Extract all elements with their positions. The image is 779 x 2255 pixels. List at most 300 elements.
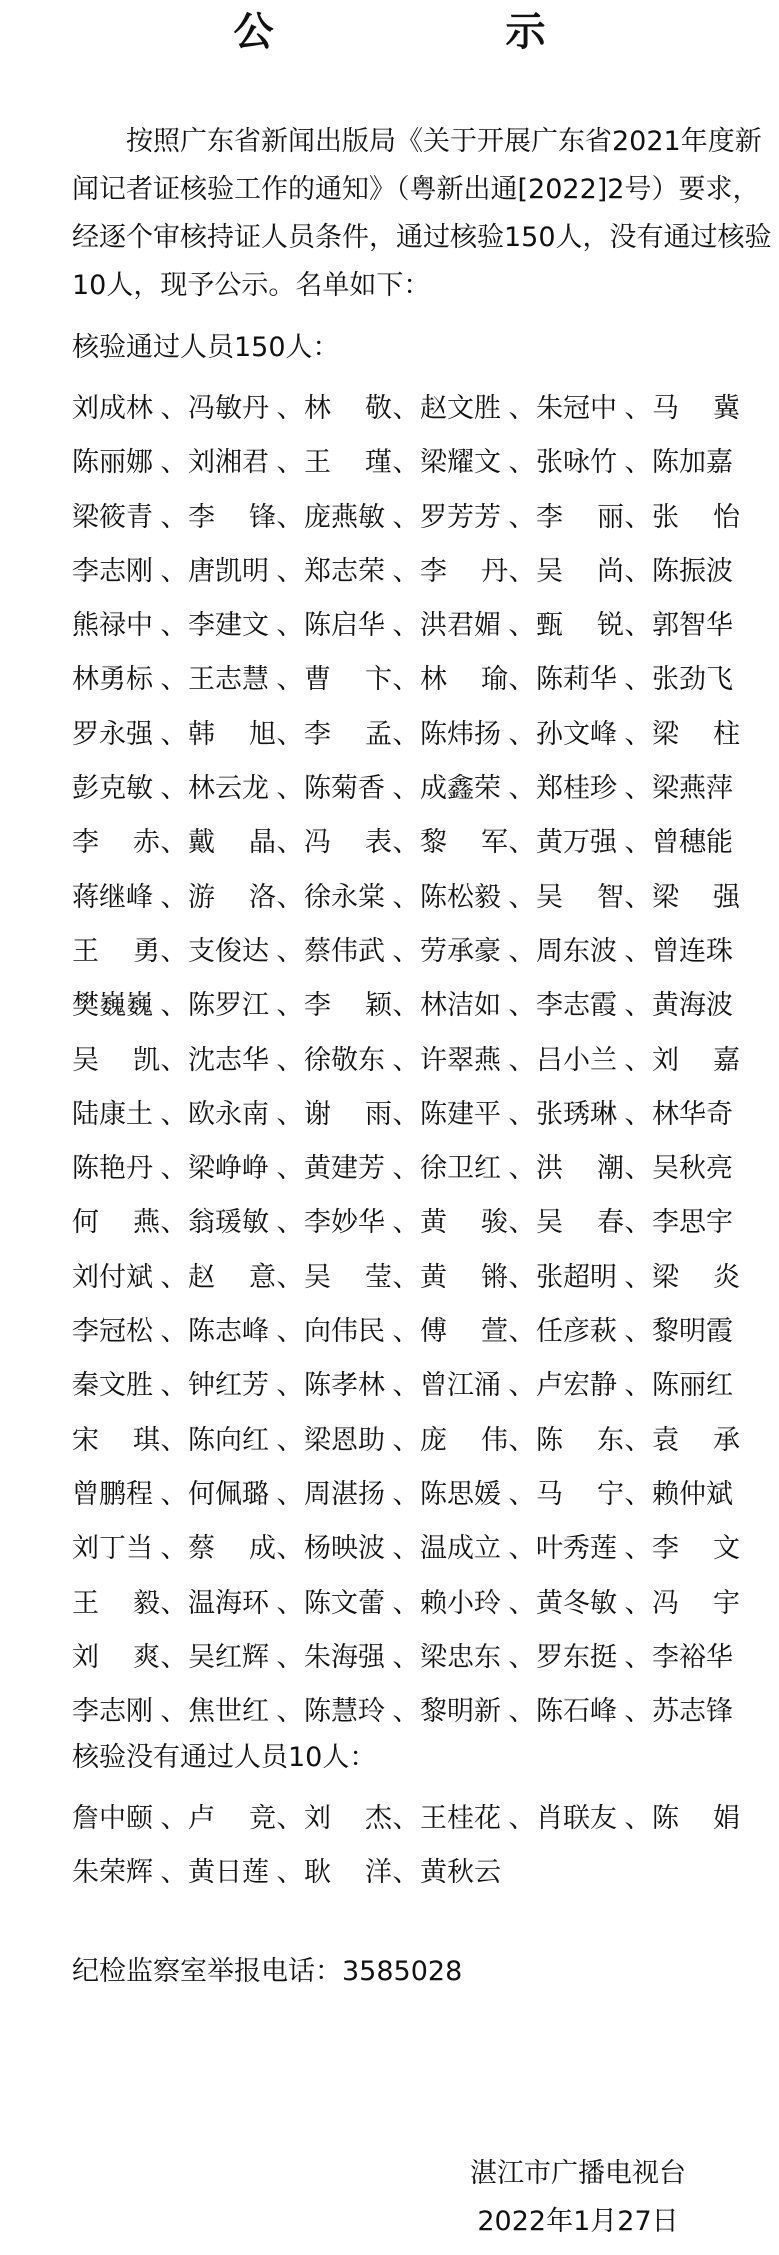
name-separator: 、	[392, 935, 420, 967]
person-name-text: 支俊达	[188, 935, 269, 967]
person-name	[72, 816, 188, 870]
name-separator: 、	[508, 1478, 536, 1510]
name-separator: 、	[624, 610, 652, 642]
person-name-text: 戴 晶	[188, 827, 276, 859]
person-name	[304, 545, 420, 599]
person-name-text: 郑桂珍	[536, 773, 617, 805]
person-name	[420, 491, 536, 545]
person-name	[536, 1468, 652, 1522]
person-name	[72, 653, 188, 707]
name-separator: 、	[276, 610, 304, 642]
name-row	[72, 925, 752, 979]
person-name-text: 蒋继峰	[72, 881, 153, 913]
person-name-text: 耿 洋	[304, 1857, 392, 1888]
person-name	[304, 1251, 420, 1305]
person-name	[304, 1792, 420, 1846]
name-separator: 、	[160, 393, 188, 424]
name-separator: 、	[276, 1641, 304, 1673]
person-name-text: 李 颖	[304, 990, 392, 1022]
person-name	[72, 1577, 188, 1631]
name-separator: 、	[508, 1044, 536, 1076]
person-name-text: 傅 萱	[420, 1316, 508, 1348]
name-separator: 、	[160, 718, 188, 750]
name-separator: 、	[508, 664, 536, 696]
name-separator: 、	[276, 1044, 304, 1076]
person-name-text: 陈加嘉	[652, 447, 733, 479]
person-name	[536, 1034, 652, 1088]
name-separator: 、	[508, 393, 536, 424]
name-separator: 、	[392, 1641, 420, 1673]
name-separator: 、	[392, 393, 420, 424]
name-separator: 、	[624, 393, 652, 424]
name-separator: 、	[160, 1803, 188, 1834]
person-name	[304, 599, 420, 653]
person-name	[420, 1685, 536, 1739]
person-name-text: 黎 军	[420, 827, 508, 859]
name-separator: 、	[276, 1478, 304, 1510]
intro-line: 10人，现予公示。名单如下：	[72, 270, 431, 301]
name-separator: 、	[624, 1207, 652, 1239]
person-name	[420, 1034, 536, 1088]
person-name-text: 陈文蕾	[304, 1587, 385, 1619]
name-separator: 、	[508, 1641, 536, 1673]
person-name	[536, 1305, 652, 1359]
person-name	[188, 1846, 304, 1900]
person-name-text: 林云龙	[188, 773, 269, 805]
person-name	[304, 871, 420, 925]
name-separator: 、	[276, 393, 304, 424]
person-name-text: 梁恩助	[304, 1424, 385, 1456]
person-name	[188, 871, 304, 925]
person-name-text: 孙文峰	[536, 718, 617, 750]
person-name-text: 洪 潮	[536, 1153, 624, 1185]
name-separator: 、	[624, 881, 652, 913]
name-separator: 、	[276, 718, 304, 750]
name-separator: 、	[276, 827, 304, 859]
name-separator: 、	[392, 664, 420, 696]
person-name	[188, 491, 304, 545]
person-name-text: 朱荣辉	[72, 1857, 153, 1888]
person-name-text: 欧永南	[188, 1098, 269, 1130]
person-name	[304, 1359, 420, 1413]
person-name	[72, 1305, 188, 1359]
person-name-text: 徐永棠	[304, 881, 385, 913]
person-name-text: 罗芳芳	[420, 501, 501, 533]
person-name	[72, 1468, 188, 1522]
name-separator: 、	[508, 1370, 536, 1402]
person-name-text: 曾江涌	[420, 1370, 501, 1402]
person-name-text: 李建文	[188, 610, 269, 642]
person-name	[188, 436, 304, 490]
name-separator: 、	[624, 1803, 652, 1834]
name-separator: 、	[624, 935, 652, 967]
person-name-text: 郭智华	[652, 610, 733, 642]
name-separator: 、	[508, 718, 536, 750]
name-row	[72, 545, 752, 599]
person-name-text: 马 宁	[536, 1478, 624, 1510]
person-name	[188, 1196, 304, 1250]
person-name	[420, 1251, 536, 1305]
person-name-text: 李 文	[652, 1533, 740, 1565]
name-separator: 、	[276, 935, 304, 967]
person-name-text: 黄 锵	[420, 1261, 508, 1293]
person-name	[652, 1196, 740, 1250]
person-name	[304, 1034, 420, 1088]
person-name	[72, 1792, 188, 1846]
person-name	[72, 1685, 188, 1739]
name-row	[72, 1034, 752, 1088]
person-name-text: 唐凯明	[188, 555, 269, 587]
person-name-text: 陈思媛	[420, 1478, 501, 1510]
name-separator: 、	[624, 773, 652, 805]
name-separator: 、	[392, 1803, 420, 1834]
person-name	[304, 979, 420, 1033]
name-separator: 、	[276, 881, 304, 913]
person-name-text: 李 锋	[188, 501, 276, 533]
person-name	[536, 1414, 652, 1468]
name-separator: 、	[160, 1316, 188, 1348]
name-separator: 、	[392, 1587, 420, 1619]
name-separator: 、	[276, 1857, 304, 1888]
person-name-text: 陈炜扬	[420, 718, 501, 750]
person-name	[652, 762, 740, 816]
person-name-text: 李冠松	[72, 1316, 153, 1348]
person-name	[72, 871, 188, 925]
person-name-text: 吴红辉	[188, 1641, 269, 1673]
person-name	[72, 436, 188, 490]
person-name	[420, 1359, 536, 1413]
person-name	[72, 1414, 188, 1468]
name-separator: 、	[508, 1587, 536, 1619]
person-name-text: 吴 凯	[72, 1044, 160, 1076]
name-separator: 、	[508, 1803, 536, 1834]
person-name-text: 王 毅	[72, 1587, 160, 1619]
person-name-text: 梁 炎	[652, 1261, 740, 1293]
person-name-text: 曾鹏程	[72, 1478, 153, 1510]
person-name-text: 刘湘君	[188, 447, 269, 479]
person-name	[420, 1414, 536, 1468]
name-row	[72, 708, 752, 762]
failed-name-list	[72, 1792, 752, 1900]
person-name-text: 曾连珠	[652, 935, 733, 967]
person-name-text: 陈丽娜	[72, 447, 153, 479]
person-name	[72, 1196, 188, 1250]
person-name-text: 刘成林	[72, 393, 153, 424]
name-separator: 、	[160, 1098, 188, 1130]
name-row	[72, 653, 752, 707]
report-hotline: 纪检监察室举报电话：3585028	[72, 1956, 463, 1987]
person-name	[652, 1359, 740, 1413]
person-name-text: 梁筱青	[72, 501, 153, 533]
name-separator: 、	[276, 555, 304, 587]
person-name-text: 罗东挺	[536, 1641, 617, 1673]
name-separator: 、	[392, 1207, 420, 1239]
person-name	[304, 491, 420, 545]
person-name	[188, 1251, 304, 1305]
person-name-text: 黄 骏	[420, 1207, 508, 1239]
name-separator: 、	[624, 1424, 652, 1456]
person-name	[72, 1631, 188, 1685]
person-name	[652, 491, 740, 545]
name-row	[72, 816, 752, 870]
person-name	[188, 1305, 304, 1359]
person-name-text: 曹 卞	[304, 664, 392, 696]
person-name-text: 张 怡	[652, 501, 740, 533]
person-name	[652, 599, 740, 653]
name-separator: 、	[160, 827, 188, 859]
name-row	[72, 1522, 752, 1576]
name-separator: 、	[392, 1424, 420, 1456]
person-name	[72, 979, 188, 1033]
intro-line: 闻记者证核验工作的通知》（粤新出通[2022]2号）要求，	[72, 174, 760, 205]
person-name	[536, 1251, 652, 1305]
person-name	[304, 382, 420, 436]
person-name	[652, 1034, 740, 1088]
person-name	[420, 1196, 536, 1250]
person-name	[304, 1305, 420, 1359]
person-name	[420, 436, 536, 490]
person-name-text: 吴 莹	[304, 1261, 392, 1293]
person-name	[420, 979, 536, 1033]
person-name-text: 张超明	[536, 1261, 617, 1293]
person-name	[72, 1359, 188, 1413]
person-name	[652, 436, 740, 490]
person-name	[652, 816, 740, 870]
person-name-text: 许翠燕	[420, 1044, 501, 1076]
person-name-text: 陈慧玲	[304, 1696, 385, 1728]
person-name	[188, 545, 304, 599]
person-name	[420, 382, 536, 436]
person-name	[304, 1685, 420, 1739]
person-name-text: 吴 春	[536, 1207, 624, 1239]
name-separator: 、	[508, 1424, 536, 1456]
person-name-text: 谢 雨	[304, 1098, 392, 1130]
person-name-text: 蔡伟武	[304, 935, 385, 967]
person-name-text: 赵 意	[188, 1261, 276, 1293]
person-name	[188, 708, 304, 762]
person-name	[420, 1577, 536, 1631]
person-name-text: 宋 琪	[72, 1424, 160, 1456]
person-name	[188, 382, 304, 436]
person-name-text: 庞燕敏	[304, 501, 385, 533]
name-separator: 、	[160, 1478, 188, 1510]
name-separator: 、	[392, 718, 420, 750]
name-separator: 、	[392, 1261, 420, 1293]
name-separator: 、	[160, 610, 188, 642]
name-separator: 、	[392, 610, 420, 642]
person-name-text: 张劲飞	[652, 664, 733, 696]
person-name	[420, 1522, 536, 1576]
person-name-text: 钟红芳	[188, 1370, 269, 1402]
person-name-text: 周东波	[536, 935, 617, 967]
name-separator: 、	[392, 1044, 420, 1076]
name-row	[72, 979, 752, 1033]
person-name-text: 吴秋亮	[652, 1153, 733, 1185]
person-name	[188, 1522, 304, 1576]
person-name-text: 吴 尚	[536, 555, 624, 587]
person-name	[304, 816, 420, 870]
name-separator: 、	[160, 501, 188, 533]
person-name-text: 刘丁当	[72, 1533, 153, 1565]
name-separator: 、	[508, 501, 536, 533]
person-name-text: 陈孝林	[304, 1370, 385, 1402]
person-name	[72, 599, 188, 653]
name-separator: 、	[624, 1044, 652, 1076]
name-separator: 、	[276, 1098, 304, 1130]
person-name	[188, 1142, 304, 1196]
name-separator: 、	[276, 1370, 304, 1402]
issuing-organization: 湛江市广播电视台	[470, 2158, 686, 2189]
person-name	[72, 545, 188, 599]
person-name	[72, 708, 188, 762]
person-name-text: 冯敏丹	[188, 393, 269, 424]
failed-section-label: 核验没有通过人员10人：	[72, 1742, 377, 1773]
person-name-text: 陈 东	[536, 1424, 624, 1456]
person-name	[72, 491, 188, 545]
person-name-text: 李 丹	[420, 555, 508, 587]
person-name-text: 庞 伟	[420, 1424, 508, 1456]
person-name-text: 陈松毅	[420, 881, 501, 913]
name-separator: 、	[624, 1533, 652, 1565]
person-name-text: 马 冀	[652, 393, 740, 424]
person-name-text: 李妙华	[304, 1207, 385, 1239]
person-name-text: 林洁如	[420, 990, 501, 1022]
person-name	[72, 1251, 188, 1305]
person-name	[652, 1522, 740, 1576]
person-name	[188, 1034, 304, 1088]
name-separator: 、	[276, 447, 304, 479]
person-name	[536, 762, 652, 816]
person-name	[72, 382, 188, 436]
name-row	[72, 1792, 752, 1846]
person-name	[188, 1088, 304, 1142]
person-name-text: 林 敬	[304, 393, 392, 424]
person-name	[536, 382, 652, 436]
person-name	[652, 925, 740, 979]
person-name	[536, 1631, 652, 1685]
person-name-text: 苏志锋	[652, 1696, 733, 1728]
person-name-text: 赖仲斌	[652, 1478, 733, 1510]
name-separator: 、	[160, 1587, 188, 1619]
person-name-text: 刘 杰	[304, 1803, 392, 1834]
name-separator: 、	[508, 990, 536, 1022]
name-separator: 、	[392, 990, 420, 1022]
name-separator: 、	[508, 447, 536, 479]
person-name	[72, 1088, 188, 1142]
person-name-text: 陆康土	[72, 1098, 153, 1130]
person-name-text: 洪君媚	[420, 610, 501, 642]
person-name-text: 刘付斌	[72, 1261, 153, 1293]
person-name-text: 卢宏静	[536, 1370, 617, 1402]
name-separator: 、	[392, 827, 420, 859]
person-name	[536, 599, 652, 653]
person-name	[536, 1577, 652, 1631]
name-row	[72, 1305, 752, 1359]
person-name	[420, 545, 536, 599]
person-name-text: 陈石峰	[536, 1696, 617, 1728]
person-name	[304, 1631, 420, 1685]
person-name	[652, 1088, 740, 1142]
person-name	[652, 382, 740, 436]
person-name-text: 熊禄中	[72, 610, 153, 642]
person-name-text: 李 孟	[304, 718, 392, 750]
name-separator: 、	[276, 1533, 304, 1565]
person-name-text: 朱海强	[304, 1641, 385, 1673]
person-name-text: 赖小玲	[420, 1587, 501, 1619]
person-name-text: 王 瑾	[304, 447, 392, 479]
person-name	[188, 979, 304, 1033]
name-separator: 、	[160, 1207, 188, 1239]
person-name	[420, 1631, 536, 1685]
person-name	[652, 1631, 740, 1685]
person-name	[304, 1846, 420, 1900]
person-name	[188, 1685, 304, 1739]
person-name-text: 陈向红	[188, 1424, 269, 1456]
name-separator: 、	[508, 773, 536, 805]
name-separator: 、	[276, 1587, 304, 1619]
person-name-text: 黄秋云	[420, 1857, 501, 1888]
person-name	[420, 1142, 536, 1196]
name-separator: 、	[276, 664, 304, 696]
name-separator: 、	[508, 827, 536, 859]
person-name-text: 赵文胜	[420, 393, 501, 424]
person-name-text: 沈志华	[188, 1044, 269, 1076]
person-name	[652, 1142, 740, 1196]
person-name-text: 刘 爽	[72, 1641, 160, 1673]
name-separator: 、	[160, 773, 188, 805]
person-name-text: 王桂花	[420, 1803, 501, 1834]
name-separator: 、	[160, 447, 188, 479]
person-name	[188, 1577, 304, 1631]
person-name	[420, 925, 536, 979]
person-name-text: 温海环	[188, 1587, 269, 1619]
person-name-text: 黄建芳	[304, 1153, 385, 1185]
person-name-text: 曾穗能	[652, 827, 733, 859]
person-name-text: 杨映波	[304, 1533, 385, 1565]
name-separator: 、	[160, 1370, 188, 1402]
name-separator: 、	[624, 1641, 652, 1673]
intro-paragraph	[72, 118, 772, 310]
name-separator: 、	[160, 664, 188, 696]
person-name-text: 徐敬东	[304, 1044, 385, 1076]
name-separator: 、	[276, 1261, 304, 1293]
name-row	[72, 871, 752, 925]
person-name	[304, 653, 420, 707]
name-separator: 、	[276, 1153, 304, 1185]
person-name	[304, 1522, 420, 1576]
name-separator: 、	[160, 1424, 188, 1456]
name-separator: 、	[276, 773, 304, 805]
person-name	[536, 653, 652, 707]
name-row	[72, 762, 752, 816]
person-name-text: 朱冠中	[536, 393, 617, 424]
person-name-text: 梁峥峥	[188, 1153, 269, 1185]
name-separator: 、	[508, 555, 536, 587]
person-name	[652, 979, 740, 1033]
name-separator: 、	[624, 501, 652, 533]
name-separator: 、	[624, 555, 652, 587]
person-name	[304, 436, 420, 490]
person-name-text: 李志刚	[72, 555, 153, 587]
person-name	[420, 1305, 536, 1359]
name-separator: 、	[392, 1316, 420, 1348]
person-name	[420, 599, 536, 653]
person-name	[304, 1468, 420, 1522]
name-separator: 、	[160, 881, 188, 913]
person-name-text: 袁 承	[652, 1424, 740, 1456]
person-name-text: 黄海波	[652, 990, 733, 1022]
passed-section-label: 核验通过人员150人：	[72, 332, 340, 363]
